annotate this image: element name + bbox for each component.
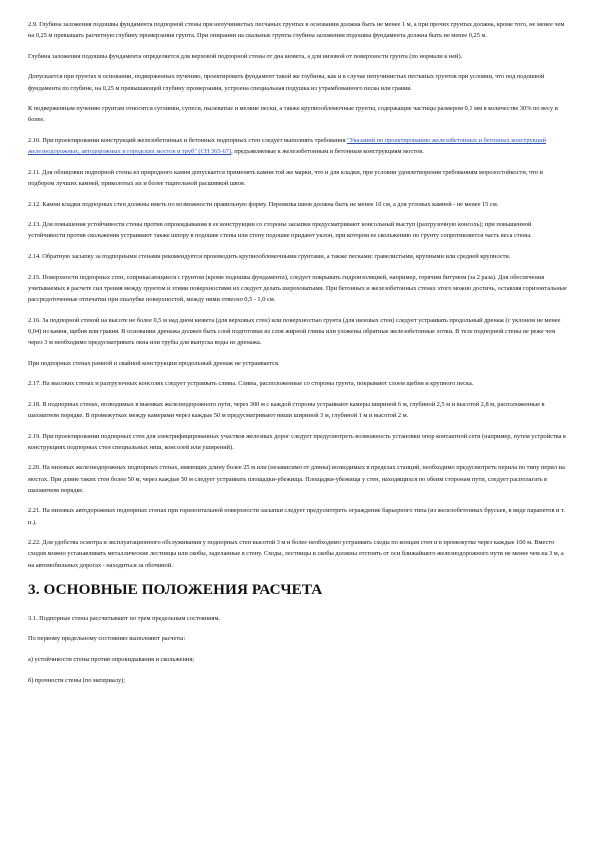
paragraph-2-9: 2.9. Глубина заложения подошвы фундамента подпорной стены при непучинистых песчаных грунтах в основании должна быть не менее 1 м, а при прочих грунтах должна, кроме того, не менее чем на 0,25 м превышать расчетную глубину промерзания грунта. При опирании на скальные грунты глубина заложения подошвы фундамента должна быть не менее 0,25 м. <box>28 21 565 40</box>
paragraph-first-limit-state: По первому предельному состоянию выполняют расчеты: <box>28 635 186 643</box>
paragraph-2-18: 2.18. В подпорных стенах, возводимых в выемках железнодорожного пути, через 300 м с каждой стороны устраивают камеры шириной 6 м, глубиной 2,5 м и высотой 2,8 м, расположенные в шахматном порядке. В промежутках между камерами через каждые 50 м предусматривают ниши шириной 3 м, глубиной 1 м и высотой 2 м. <box>28 400 545 419</box>
paragraph-heaving-soils-definition: К подверженным пучению грунтам относятся суглинки, супеси, пылеватые и мелкие пески, а также крупнообломочные грунты, содержащие частицы размером 0,1 мм в количестве 30% по весу и более. <box>28 105 558 124</box>
paragraph-2-22: 2.22. Для удобства осмотра и эксплуатационного обслуживания у подпорных стен высотой 3 м и более необходимо устраивать сходы по концам стен и в промежутке через каждые 100 м. Вместо сходов можно устанавливать металлические лестницы или скобы, заделанные в стену. Сходы, лестницы и скобы должны отстоять от оси ближайшего железнодорожного пути не менее чем на 3 м, а на автомобильных дорогах - находиться за обочиной. <box>28 539 564 569</box>
section-heading: 3. ОСНОВНЫЕ ПОЛОЖЕНИЯ РАСЧЕТА <box>28 580 323 598</box>
paragraph-2-21: 2.21. На низовых автодорожных подпорных стенах при горизонтальной поверхности засыпки следует предусмотреть ограждение барьерного типа (из железобетонных брусьев, в виде парапетов и т. п.). <box>28 507 565 526</box>
paragraph-2-19: 2.19. При проектировании подпорных стен для электрифицированных участков железных дорог следует предусмотреть возможность установки опор контактной сети (например, путем устройства в конструкциях подпорных стен специальных ниш, консолей или уширений). <box>28 432 566 451</box>
list-item-b: б) прочности стены (по материалу); <box>28 676 126 684</box>
paragraph-2-17: 2.17. На высоких стенах и разгрузочных консолях следует устраивать сливы. Сливы, расположенные со стороны грунта, покрывают слоем щебня и крупного песка. <box>28 380 474 388</box>
paragraph-drainage-note: При подпорных стенах рамной и свайной конструкции продольный дренаж не устраивается. <box>28 359 280 367</box>
paragraph-foundation-depth-note: Глубина заложения подошвы фундамента определяется для верховой подпорной стены от дна кювета, а для низовой от поверхности грунта (по нормали к ней). <box>28 52 463 60</box>
paragraph-2-20: 2.20. На низовых железнодорожных подпорных стенах, имеющих длину более 25 м или (независимо от длины) возводимых в пределах станций, необходимо предусмотреть перила по типу перил на мостах. При длине таких стен более 50 м, через каждые 50 м следует устраивать площадки-убежища. Площадки-убежища у стен, находящихся по обеим сторонам пути, следует располагать в шахматном порядке. <box>28 464 565 494</box>
paragraph-2-16: 2.16. За подпорной стеной на высоте не более 0,5 м над дном кювета (для верховых стен) или поверхностью грунта (для низовых стен) следует устраивать продольный дренаж (с уклоном не менее 0,04) из камня, щебня или гравия. В основании дренажа должен быть слой подготовки из слоя жирной глины или уложены обратные железобетонные лотки. В теле подпорной стены не реже чем через 3 м необходимо предусматривать окна или трубы для выпуска воды из дренажа. <box>28 316 561 346</box>
paragraph-2-13: 2.13. Для повышения устойчивости стены против опрокидывания в ее конструкции со стороны засыпки предусматривают консольный выступ (разгрузочную консоль); при повышенной устойчивости против скольжения устраивают также шпору в подошве стены или стену подошве придают уклон, при котором ее скольжению по грунту сопротивляется часть веса стены. <box>28 221 532 240</box>
paragraph-2-11: 2.11. Для облицовки подпорной стены из природного камня допускается применять камни той же марки, что и для кладки, при условии удовлетворения требованиям морозостойкости, что и подбором лучших камней, приколотых их и более тщательной расшивкой швов. <box>28 168 543 187</box>
paragraph-heaving-soils-allowance: Допускается при грунтах в основании, подверженных пучению, проектировать фундамент такой же глубины, как и в случае непучинистых песчаных грунтов при условии, что под подошвой фундамента по глубине, на 0,25 м превышающей глубину промерзания, устроена специальная подушка из утрамбованного песка или гравия. <box>28 73 545 92</box>
list-item-a: а) устойчивости стены против опрокидывания и скольжения; <box>28 655 195 663</box>
paragraph-2-10-text-before: 2.10. При проектировании конструкций железобетонных и бетонных подпорных стен следует выполнять требования <box>28 136 348 144</box>
paragraph-2-10-text-after: , предъявляемые к железобетонным и бетонным конструкциям мостов. <box>231 148 424 156</box>
norms-reference-link[interactable]: "Указаний по проектированию железобетонных и бетонных конструкций железнодорожных, автодорожных и городских мостов и труб" (СН 365-67) <box>28 136 547 156</box>
paragraph-2-12: 2.12. Камни кладки подпорных стен должны иметь по возможности правильную форму. Перевязка швов должна быть не менее 10 см, а для угловых камней - не менее 15 см. <box>28 200 499 208</box>
paragraph-2-10 <box>28 135 567 157</box>
paragraph-2-15: 2.15. Поверхности подпорных стен, соприкасающиеся с грунтом (кроме подошвы фундамента), следует покрывать гидроизоляцией, например, горячим битумом (за 2 раза). Для обеспечения учитываемых в расчете сил трения между грунтом и этими поверхностями их следует делать шероховатыми. При бетонных и железобетонных стенах этого можно достичь, оставляя горизонтальные рассредоточенные отпечатки при опалубке поверхностей, между ними отвесно 0,5 - 1,0 см. <box>28 273 567 303</box>
paragraph-2-14: 2.14. Обратную засыпку за подпорными стенами рекомендуется производить крупнообломочными грунтами, а также песками: гравелистыми, крупными или средней крупности. <box>28 252 511 260</box>
paragraph-3-1: 3.1. Подпорные стены рассчитывают по трем предельным состояниям. <box>28 614 221 622</box>
